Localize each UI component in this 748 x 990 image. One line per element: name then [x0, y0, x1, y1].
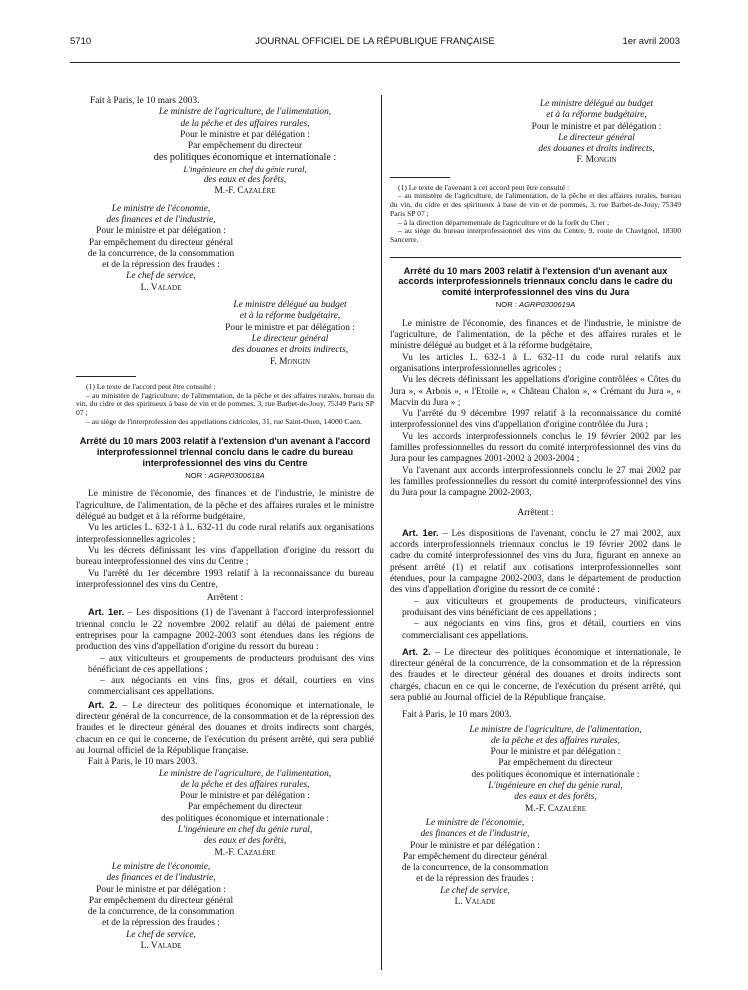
- paragraph: Vu les articles L. 632-1 à L. 632-11 du code rural relatifs aux organisations interprofessionnelles agricoles ;: [76, 523, 374, 545]
- sig-line: Le chef de service,: [126, 271, 196, 282]
- decree-title: Arrêté du 10 mars 2003 relatif à l'extension d'un avenant à l'accord interprofessionnel triennal conclu dans le cadre du bureau interprofessionnel des vins du Centre: [79, 436, 371, 468]
- signature-block-agriculture: [116, 769, 374, 859]
- sig-line: des douanes et droits indirects,: [231, 345, 349, 356]
- sig-line: Par empêchement du directeur: [498, 758, 613, 769]
- sig-line: Le ministre de l'agriculture, de l'alimentation,: [158, 107, 332, 118]
- signature-date: Fait à Paris, le 10 mars 2003.: [88, 757, 198, 768]
- paragraph: Vu l'arrêté du 9 décembre 1997 relatif à la reconnaissance du comité interprofessionnel des vins d'appellation d'origine contrôlée du Jura ;: [390, 409, 681, 431]
- article-label: Art. 2.: [402, 645, 431, 657]
- footnote: [390, 184, 681, 245]
- sig-line: Pour le ministre et par délégation :: [225, 322, 355, 333]
- sig-line: de la concurrence, de la consommation: [401, 863, 549, 874]
- footnote: [76, 383, 374, 427]
- sig-line: Le chef de service,: [126, 929, 196, 940]
- paragraph: Vu les décrets définissant les vins d'appellation d'origine du ressort du bureau interprofessionnel des vins du Centre ;: [76, 545, 374, 568]
- signature-block-budget: [206, 300, 374, 368]
- list-item: – aux négociants en vins fins, gros et détail, courtiers en vins commercialisant ces appellations.: [402, 619, 681, 641]
- header-rule: [70, 62, 680, 63]
- sig-line: des eaux et des forêts,: [514, 792, 597, 803]
- signatory-name: M.-F. Cazalère: [214, 847, 276, 858]
- sig-line: de la pêche et des affaires rurales,: [180, 779, 310, 790]
- footnote-line: – au siège du bureau interprofessionnel des vins du Centre, 9, route de Chavignol, 18300 Sancerre.: [390, 226, 681, 244]
- sig-line: Le ministre de l'agriculture, de l'alimentation,: [158, 768, 332, 779]
- article-1: [390, 527, 681, 597]
- footnote-line: – au ministère de l'agriculture, de l'alimentation, de la pêche et des affaires rurales, bureau du vin, du cidre et des spiritueux à base de vin et de pommes, 3, rue Barbet-de-Jouy, 75349 Paris SP 07 ;: [76, 390, 374, 417]
- article-label: Art. 1er.: [88, 606, 125, 618]
- sig-line: Pour le ministre et par délégation :: [410, 840, 540, 851]
- sig-line: Par empêchement du directeur général: [88, 237, 234, 248]
- signature-block-budget: [512, 99, 681, 167]
- decree-title: Arrêté du 10 mars 2003 relatif à l'extension d'un avenant aux accords interprofessionnels triennaux conclu dans le cadre du comité interprofessionnel des vins du Jura: [398, 265, 673, 297]
- sig-line: Par empêchement du directeur général: [402, 851, 548, 862]
- sig-line: des politiques économique et internationale :: [161, 813, 329, 824]
- issue-date: 1er avril 2003: [622, 36, 680, 47]
- sig-line: des eaux et des forêts,: [203, 836, 287, 847]
- signatory-name: L. Valade: [140, 282, 182, 293]
- paragraph: Vu les accords interprofessionnels conclus le 19 février 2002 par les familles professionnelles du ressort du comité interprofessionnel des vins du Jura pour les campagnes 2001-2002 à 2003-2004 ;: [390, 431, 681, 465]
- sig-line: des douanes et droits indirects,: [538, 144, 655, 155]
- section-rule: [390, 257, 681, 258]
- sig-line: Le ministre de l'économie,: [111, 861, 211, 872]
- sig-line: des finances et de l'industrie,: [106, 214, 216, 225]
- sig-line: de la pêche et des affaires rurales,: [490, 735, 621, 746]
- sig-line: Le directeur général: [558, 132, 635, 143]
- page-number: 5710: [70, 36, 92, 47]
- arretent-heading: Arrêtent :: [517, 507, 554, 518]
- sig-line: L'ingénieure en chef du génie rural,: [183, 163, 307, 174]
- sig-line: de la concurrence, de la consommation: [87, 907, 235, 918]
- signatory-name: F. Mongin: [269, 356, 311, 367]
- article-label: Art. 1er.: [402, 526, 439, 538]
- nor-code: AGRP0300618A: [208, 471, 265, 481]
- list-item: – aux négociants en vins fins, gros et détail, courtiers en vins commercialisant ces appellations.: [88, 676, 374, 698]
- sig-line: Le ministre délégué au budget: [539, 99, 654, 109]
- signature-date: Fait à Paris, le 10 mars 2003.: [90, 96, 200, 106]
- footnote-line: – au ministère de l'agriculture, de l'alimentation, de la pêche et des affaires rurales, bureau du vin, du cidre et des spiritueux à base de vin et de pommes, 3, rue Barbet-de-Jouy, 75349 Paris SP 07 ;: [390, 191, 681, 218]
- sig-line: Pour le ministre et par délégation :: [180, 129, 310, 140]
- nor-label: NOR :: [185, 471, 207, 481]
- signature-block-agriculture: [430, 725, 681, 815]
- sig-line: et de la répression des fraudes :: [416, 874, 534, 885]
- sig-line: et à la réforme budgétaire,: [239, 311, 341, 322]
- arretent-heading: Arrêtent :: [206, 593, 244, 604]
- signatory-name: M.-F. Cazalère: [214, 186, 276, 197]
- sig-line: L'ingénieure en chef du génie rural,: [488, 781, 623, 792]
- paragraph: Vu l'arrêté du 1er décembre 1993 relatif à la reconnaissance du bureau interprofessionnel des vins du Centre,: [76, 568, 374, 590]
- sig-line: Par empêchement du directeur: [187, 141, 303, 152]
- footnote-line: (1) Le texte de l'accord peut être consulté :: [86, 381, 216, 391]
- paragraph: Le ministre de l'économie, des finances et de l'industrie, le ministre de l'agriculture, de l'alimentation, de la pêche et des affaires rurales et le ministre délégué au budget et à la réforme budgétaire,: [390, 318, 681, 352]
- footnote-line: – à la direction départementale de l'agriculture et de la forêt du Cher ;: [398, 217, 610, 227]
- sig-line: de la pêche et des affaires rurales,: [180, 118, 310, 129]
- footnote-line: – au siège de l'interprofession des appellations cidricoles, 31, rue Saint-Ouen, 14000 Caen.: [86, 416, 362, 426]
- sig-line: Le ministre de l'économie,: [425, 817, 525, 828]
- article-1: [76, 606, 374, 653]
- article-2: [76, 699, 374, 757]
- nor-code: AGRP0300619A: [519, 300, 576, 310]
- column-divider: [381, 95, 382, 970]
- sig-line: Pour le ministre et par délégation :: [531, 121, 662, 132]
- sig-line: Le ministre délégué au budget: [233, 300, 347, 311]
- signatory-name: L. Valade: [140, 941, 182, 951]
- sig-line: des politiques économique et internationale :: [153, 152, 337, 164]
- signature-block-economie: [390, 818, 560, 908]
- signatory-name: F. Mongin: [576, 155, 617, 166]
- footnote-line: (1) Le texte de l'avenant à cet accord peut être consulté :: [398, 182, 570, 192]
- sig-line: et de la répression des fraudes :: [102, 260, 220, 271]
- sig-line: Le chef de service,: [440, 885, 510, 896]
- article-text: – Le directeur des politiques économique et internationale, le directeur général de la concurrence, de la consommation et de la répression des fraudes et le directeur général des douanes et droits indirects sont chargés, chacun en ce qui le concerne, de l'exécution du présent arrêté, qui sera publié au Journal officiel de la République française.: [76, 700, 374, 756]
- sig-line: L'ingénieure en chef du génie rural,: [177, 825, 313, 836]
- footnote-rule: [76, 376, 136, 377]
- sig-line: Le directeur général: [251, 333, 329, 344]
- right-column: [390, 99, 681, 908]
- sig-line: des finances et de l'industrie,: [420, 829, 530, 840]
- nor-reference: [76, 470, 374, 481]
- sig-line: Par empêchement du directeur: [187, 802, 303, 813]
- signature-block-economie: [76, 204, 246, 294]
- signature-block-economie: [76, 862, 246, 952]
- sig-line: Par empêchement du directeur général: [88, 895, 234, 906]
- signatory-name: L. Valade: [454, 897, 496, 908]
- sig-line: des politiques économique et internationale :: [471, 769, 640, 780]
- sig-line: Pour le ministre et par délégation :: [96, 226, 226, 237]
- footnote-rule: [390, 177, 450, 178]
- signatory-name: M.-F. Cazalère: [524, 803, 587, 814]
- signature-block-agriculture: [116, 107, 374, 197]
- paragraph: Vu les décrets définissant les appellations d'origine contrôlées « Côtes du Jura », « Arbois », « l'Etoile », « Château Chalon », « Crémant du Jura », « Macvin du Jura » ;: [390, 375, 681, 408]
- sig-line: et de la répression des fraudes :: [102, 918, 220, 929]
- article-text: – Les dispositions de l'avenant, conclu le 27 mai 2002, aux accords interprofessionnels triennaux conclus le 19 février 2002 dans le cadre du comité interprofessionnel des vins du Jura, figurant en annexe au présent arrêté (1) et relatif aux cotisations interprofessionnelles sont étendues, pour la campagne 2002-2003, dans le département de production des vins d'appellation d'origine du ressort de ce comité :: [390, 528, 681, 596]
- sig-line: Pour le ministre et par délégation :: [180, 791, 310, 802]
- list-item: – aux viticulteurs et groupements de producteurs produisant des vins bénéficiant de ces appellations ;: [88, 653, 374, 675]
- sig-line: Le ministre de l'économie,: [111, 203, 211, 214]
- sig-line: des finances et de l'industrie,: [106, 873, 216, 884]
- left-column: [76, 96, 374, 952]
- nor-reference: [390, 299, 681, 310]
- article-2: [390, 646, 681, 704]
- page-header: [70, 36, 680, 50]
- journal-title: JOURNAL OFFICIEL DE LA RÉPUBLIQUE FRANÇAISE: [255, 36, 495, 47]
- list-item: – aux viticulteurs et groupements de producteurs, vinificateurs produisant des vins bénéficiant de ces appellations ;: [402, 596, 681, 618]
- article-text: – Les dispositions (1) de l'avenant à l'accord interprofessionnel triennal conclu le 22 novembre 2002 relatif au délai de paiement entre entreprises pour la campagne 2002-2003 sont étendues dans les régions de production des vins d'appellation d'origine du ressort du bureau :: [76, 608, 375, 653]
- sig-line: des eaux et des forêts,: [203, 175, 287, 186]
- sig-line: Pour le ministre et par délégation :: [96, 884, 226, 895]
- paragraph: Le ministre de l'économie, des finances et de l'industrie, le ministre de l'agriculture, de l'alimentation, de la pêche et des affaires rurales et le ministre délégué au budget et à la réforme budgétaire,: [76, 489, 374, 523]
- sig-line: de la concurrence, de la consommation: [87, 248, 235, 259]
- article-label: Art. 2.: [88, 698, 118, 710]
- sig-line: et à la réforme budgétaire,: [546, 110, 647, 121]
- nor-label: NOR :: [495, 300, 517, 310]
- article-text: – Le directeur des politiques économique et internationale, le directeur général de la concurrence, de la consommation et de la répression des fraudes et le directeur général des douanes et droits indirects sont chargés, chacun en ce qui le concerne, de l'exécution du présent arrêté, qui sera publié au Journal officiel de la République française.: [390, 647, 681, 703]
- sig-line: Pour le ministre et par délégation :: [490, 747, 621, 758]
- paragraph: Vu les articles L. 632-1 à L. 632-11 du code rural relatifs aux organisations interprofessionnelles agricoles ;: [390, 352, 681, 374]
- sig-line: Le ministre de l'agriculture, de l'alimentation,: [469, 724, 642, 735]
- paragraph: Vu l'avenant aux accords interprofessionnels conclu le 27 mai 2002 par les familles professionnelles du ressort du comité interprofessionnel des vins du Jura pour la campagne 2002-2003,: [390, 465, 681, 499]
- signature-date: Fait à Paris, le 10 mars 2003.: [402, 710, 512, 721]
